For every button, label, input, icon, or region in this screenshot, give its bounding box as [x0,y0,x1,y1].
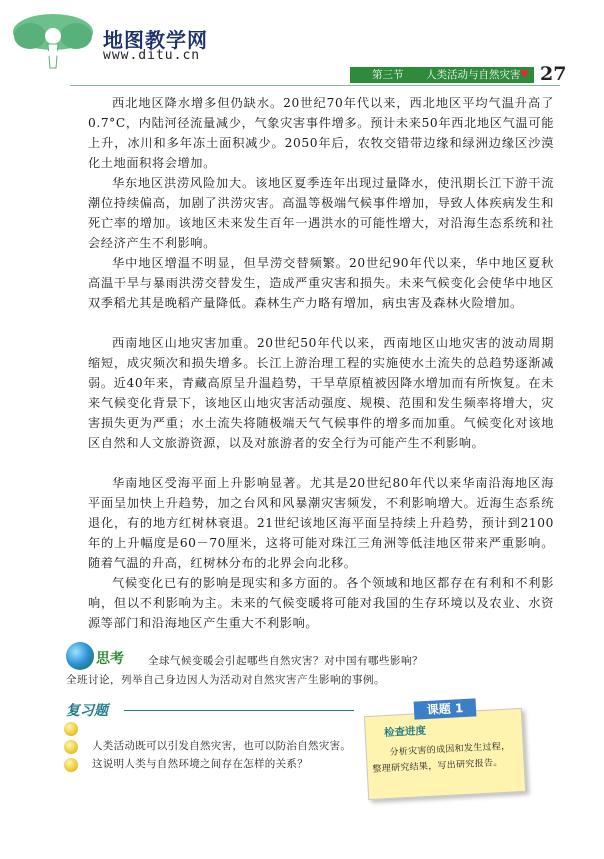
bullet-icon [64,722,78,736]
think-label: 思考 [96,651,124,667]
page-number: 27 [540,63,567,85]
bullet-icon [64,740,78,754]
task-card-text: 分析灾害的成因和发生过程，整理研究结果，写出研究报告。 [372,741,511,775]
site-name: 地图教学网 [103,28,208,52]
bullet-icon [64,758,78,772]
section-number: 第三节 [372,69,404,81]
review-question-1: 人类活动既可以引发自然灾害，也可以防治自然灾害。 [92,740,352,752]
review-title: 复习题 [66,703,108,719]
paragraph-northwest: 西北地区降水增多但仍缺水。20世纪70年代以来，西北地区平均气温升高了0.7°C，内陆河径流量减少，气象灾害事件增多。预计未来50年西北地区气温可能上升，冰川和多年冻土面积减少。2050年后，农牧交错带边缘和绿洲边缘区沙漠化土地面积将会增加。 [88,96,554,170]
section-title: 人类活动与自然灾害 [426,69,521,81]
site-url: www.ditu.cn [103,48,201,63]
review-divider [124,710,354,711]
heart-icon: ♥ [520,69,529,80]
task-card-tab: 课题 1 [414,698,477,719]
paragraph-south-china: 华南地区受海平面上升影响显著。尤其是20世纪80年代以来华南沿海地区海平面呈加快上升趋势，加之台风和风暴潮灾害频发，不利影响增大。近海生态系统退化，有的地方红树林衰退。21世纪该地区海平面呈持续上升趋势，预计到2100年的上升幅度是60－70厘米，这将可能对珠江三角洲等低洼地区带来严重影响。随着气温的升高，红树林分布的北界会向北移。 [88,476,554,570]
paragraph-central-china: 华中地区增温不明显，但旱涝交替频繁。20世纪90年代以来，华中地区夏秋高温干旱与暴雨洪涝交替发生，造成严重灾害和损失。未来气候变化会使华中地区双季稻尤其是晚稻产量降低。森林生产力略有增加，病虫害及森林火险增加。 [88,256,554,310]
think-question: 全球气候变暖会引起哪些自然灾害？对中国有哪些影响？ [148,655,423,667]
globe-icon [66,642,94,670]
paragraph-southwest: 西南地区山地灾害加重。20世纪50年代以来，西南地区山地灾害的波动周期缩短，成灾频次和损失增多。长江上游治理工程的实施使水土流失的总趋势逐渐减弱。近40年来，青藏高原呈升温趋势，干旱草原植被因降水增加而有所恢复。在未来气候变化背景下，该地区山地灾害活动强度、规模、范围和发生频率将增大，灾害损失更为严重；水土流失将随极端天气气候事件的增多而加重。气候变化对该地区自然和人文旅游资源，以及对旅游者的安全行为可能产生不利影响。 [88,336,554,450]
review-question-2: 这说明人类与自然环境之间存在怎样的关系？ [92,758,308,770]
logo-tree-icon [8,10,98,70]
header-divider [70,85,560,86]
paragraph-east-china: 华东地区洪涝风险加大。该地区夏季连年出现过量降水，使汛期长江下游干流潮位持续偏高，加剧了洪涝灾害。高温等极端气候事件增加，导致人体疾病发生和死亡率的增加。该地区未来发生百年一遇洪水的可能性增大，对沿海生态系统和社会经济产生不利影响。 [88,176,554,250]
section-header [350,67,534,83]
paragraph-summary: 气候变化已有的影响是现实和多方面的。各个领域和地区都存在有利和不利影响，但以不利影响为主。未来的气候变暖将可能对我国的生存环境以及农业、水资源等部门和沿海地区产生重大不利影响。 [88,576,554,630]
think-discussion: 全班讨论，列举自己身边因人为活动对自然灾害产生影响的事例。 [66,674,385,686]
task-card-subtitle: 检查进度 [383,724,427,740]
